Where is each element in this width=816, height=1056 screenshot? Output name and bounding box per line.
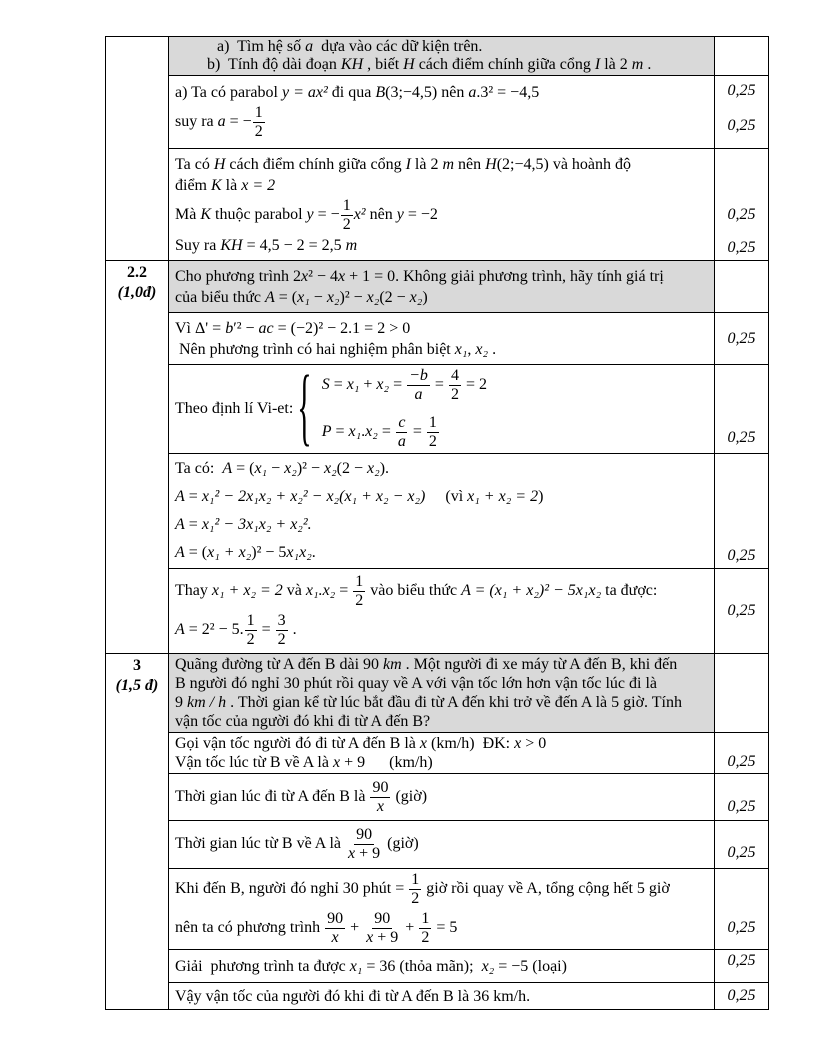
solution-cell <box>169 774 715 821</box>
solution-cell <box>169 76 715 149</box>
text-line: Suy ra KH = 4,5 − 2 = 2,5 m <box>175 236 358 254</box>
text-line: A = x₁² − 3x₁x₂ + x₂². <box>175 516 312 533</box>
points-cell-empty <box>715 37 769 76</box>
points-value: 0,25 <box>727 239 756 256</box>
points-cell <box>715 983 769 1010</box>
text-line: Vì Δ' = b′² − ac = (−2)² − 2.1 = 2 > 0 <box>175 319 411 337</box>
points-cell <box>715 569 769 654</box>
text-line: Mà K thuộc parabol y = − $\frac{1}{2}$ x² nên y = −2 <box>175 196 438 233</box>
points-value: 0,25 <box>727 844 756 861</box>
solution-cell <box>169 983 715 1010</box>
row-2.1a-solution <box>106 76 769 149</box>
row-3-setup <box>106 733 769 774</box>
row-2.2-delta <box>106 313 769 365</box>
fraction: $\frac{1}{2}$ <box>411 871 420 907</box>
points-cell-empty <box>715 261 769 313</box>
text-line: b) Tính độ dài đoạn KH , biết H cách điểm chính giữa cổng I là 2 m . <box>207 56 652 73</box>
text-line: S = x₁ + x₂ = $\frac{-b}{a}$ = $\frac{4}{2}$ = 2 <box>321 367 487 403</box>
points-cell <box>715 313 769 365</box>
fraction: $\frac{1}{2}$ <box>355 573 364 609</box>
row-2.2-viet <box>106 365 769 454</box>
fraction: $\frac{c}{a}$ <box>397 414 406 450</box>
text-line: Khi đến B, người đó nghỉ 30 phút = $\frac{1}{2}$ giờ rồi quay về A, tổng cộng hết 5 giờ <box>175 871 670 907</box>
question-score: (1,5 đ) <box>115 677 159 694</box>
points-value: 0,25 <box>727 206 756 223</box>
points-value: 0,25 <box>727 329 756 347</box>
row-3-solve <box>106 950 769 983</box>
fraction: $\frac{1}{2}$ <box>246 612 255 648</box>
question-number-cell <box>106 654 169 1010</box>
question-number-cell <box>106 261 169 654</box>
fraction: $\frac{1}{2}$ <box>421 910 430 946</box>
fraction: $\frac{90}{x + 9}$ <box>366 910 399 946</box>
solution-cell <box>169 313 715 365</box>
text-line: a) Tìm hệ số a dựa vào các dữ kiện trên. <box>217 38 483 55</box>
solution-cell <box>169 733 715 774</box>
points-value: 0,25 <box>727 82 756 99</box>
text-line: Vậy vận tốc của người đó khi đi từ A đến B là 36 km/h. <box>175 987 531 1005</box>
points-cell-empty <box>715 654 769 733</box>
text-line: Nên phương trình có hai nghiệm phân biệt x₁, x₂ . <box>175 340 497 358</box>
points-value: 0,25 <box>727 987 756 1004</box>
text-line: Quãng đường từ A đến B dài 90 km . Một người đi xe máy từ A đến B, khi đến <box>175 656 678 673</box>
row-3-time-ab <box>106 774 769 821</box>
text-line: suy ra a = − $\frac{1}{2}$ <box>175 103 708 142</box>
text-line: P = x₁.x₂ = $\frac{c}{a}$ = $\frac{1}{2}$ <box>322 413 487 452</box>
text-line: A = 2² − 5. $\frac{1}{2}$ = $\frac{3}{2}$ . <box>175 612 297 648</box>
row-3-equation <box>106 869 769 950</box>
solution-cell <box>169 821 715 869</box>
fraction: $\frac{-b}{a}$ <box>409 367 428 403</box>
question-score: (1,0đ) <box>117 284 157 301</box>
text-line: nên ta có phương trình $\frac{90}{x}$ + $\frac{90}{x + 9}$ + $\frac{1}{2}$ = 5 <box>175 910 458 946</box>
fraction: $\frac{90}{x + 9}$ <box>348 826 381 862</box>
fraction: $\frac{4}{2}$ <box>450 367 459 403</box>
question-number: 3 <box>133 657 141 674</box>
row-2.1ab-header <box>106 37 769 76</box>
problem-statement-cell <box>169 261 715 313</box>
question-number-cell-empty <box>106 37 169 261</box>
equation-stack <box>322 366 487 452</box>
text-line: điểm K là x = 2 <box>175 176 276 194</box>
fraction: $\frac{1}{2}$ <box>428 414 437 450</box>
points-cell <box>715 821 769 869</box>
problem-statement-cell <box>169 37 715 76</box>
points-value: 0,25 <box>727 117 756 134</box>
solution-cell <box>169 569 715 654</box>
row-3-time-ba <box>106 821 769 869</box>
points-value: 0,25 <box>727 919 756 936</box>
text-line: của biểu thức A = (x₁ − x₂)² − x₂(2 − x₂) <box>175 288 428 306</box>
text-line: A = x₁² − 2x₁x₂ + x₂² − x₂(x₁ + x₂ − x₂) (vì x₁ + x₂ = 2) <box>175 488 544 505</box>
solution-cell <box>169 869 715 950</box>
text-line: B người đó nghỉ 30 phút rồi quay về A với vận tốc lớn hơn vận tốc lúc đi là <box>175 675 658 692</box>
viet-label: Theo định lí Vi-et: <box>175 400 294 417</box>
points-value: 0,25 <box>727 429 756 446</box>
text-line: Thời gian lúc từ B về A là $\frac{90}{x + 9}$ (giờ) <box>175 826 419 862</box>
text-line: Vận tốc lúc từ B về A là x + 9 (km/h) <box>175 754 433 771</box>
solution-cell <box>169 359 715 456</box>
text-line: Ta có: A = (x₁ − x₂)² − x₂(2 − x₂). <box>175 460 390 477</box>
row-3-problem <box>106 654 769 733</box>
points-value: 0,25 <box>727 547 756 564</box>
problem-statement-cell <box>169 654 715 733</box>
row-2.2-expand <box>106 454 769 569</box>
solution-cell <box>169 149 715 261</box>
answer-key-table <box>105 36 769 1010</box>
fraction: $\frac{1}{2}$ <box>342 196 351 233</box>
text-line: Ta có H cách điểm chính giữa cổng I là 2 m nên H(2;−4,5) và hoành độ <box>175 155 632 173</box>
row-2.2-substitute <box>106 569 769 654</box>
points-cell <box>715 454 769 569</box>
fraction: $\frac{90}{x}$ <box>327 910 344 946</box>
row-2.1b-solution <box>106 149 769 261</box>
points-cell <box>715 733 769 774</box>
text-line: vận tốc của người đó khi đi từ A đến B? <box>175 713 431 730</box>
text-line: A = (x₁ + x₂)² − 5x₁x₂. <box>175 544 316 561</box>
row-2.2-problem <box>106 261 769 313</box>
fraction: $\frac{3}{2}$ <box>277 612 286 648</box>
points-value: 0,25 <box>727 602 756 619</box>
fraction: $\frac{90}{x}$ <box>372 778 389 815</box>
viet-system <box>175 359 708 456</box>
text-line: Giải phương trình ta được x₁ = 36 (thỏa mãn); x₂ = −5 (loại) <box>175 957 567 975</box>
points-cell <box>715 76 769 149</box>
text-line: 9 km / h . Thời gian kể từ lúc bắt đầu đi từ A đến khi trở về đến A là 5 giờ. Tính <box>175 694 682 711</box>
solution-cell <box>169 454 715 569</box>
question-number: 2.2 <box>127 264 147 281</box>
points-value: 0,25 <box>727 952 756 969</box>
points-cell <box>715 365 769 454</box>
points-cell <box>715 950 769 983</box>
points-value: 0,25 <box>727 798 756 815</box>
text-line: a) Ta có parabol y = ax² đi qua B(3;−4,5) nên a.3² = −4,5 <box>175 84 540 101</box>
solution-cell <box>169 950 715 983</box>
text-line: Cho phương trình 2x² − 4x + 1 = 0. Không giải phương trình, hãy tính giá trị <box>175 267 664 285</box>
curly-brace: { <box>297 359 312 456</box>
fraction: $\frac{1}{2}$ <box>254 104 263 140</box>
text-line: Thay x₁ + x₂ = 2 và x₁.x₂ = $\frac{1}{2}$ vào biểu thức A = (x₁ + x₂)² − 5x₁x₂ ta được: <box>175 573 658 609</box>
text-line: Thời gian lúc đi từ A đến B là $\frac{90}{x}$ (giờ) <box>175 778 428 815</box>
points-cell <box>715 774 769 821</box>
points-cell <box>715 149 769 261</box>
points-value: 0,25 <box>727 753 756 770</box>
text-line: Gọi vận tốc người đó đi từ A đến B là x (km/h) ĐK: x > 0 <box>175 735 547 752</box>
row-3-conclusion <box>106 983 769 1010</box>
points-cell <box>715 869 769 950</box>
